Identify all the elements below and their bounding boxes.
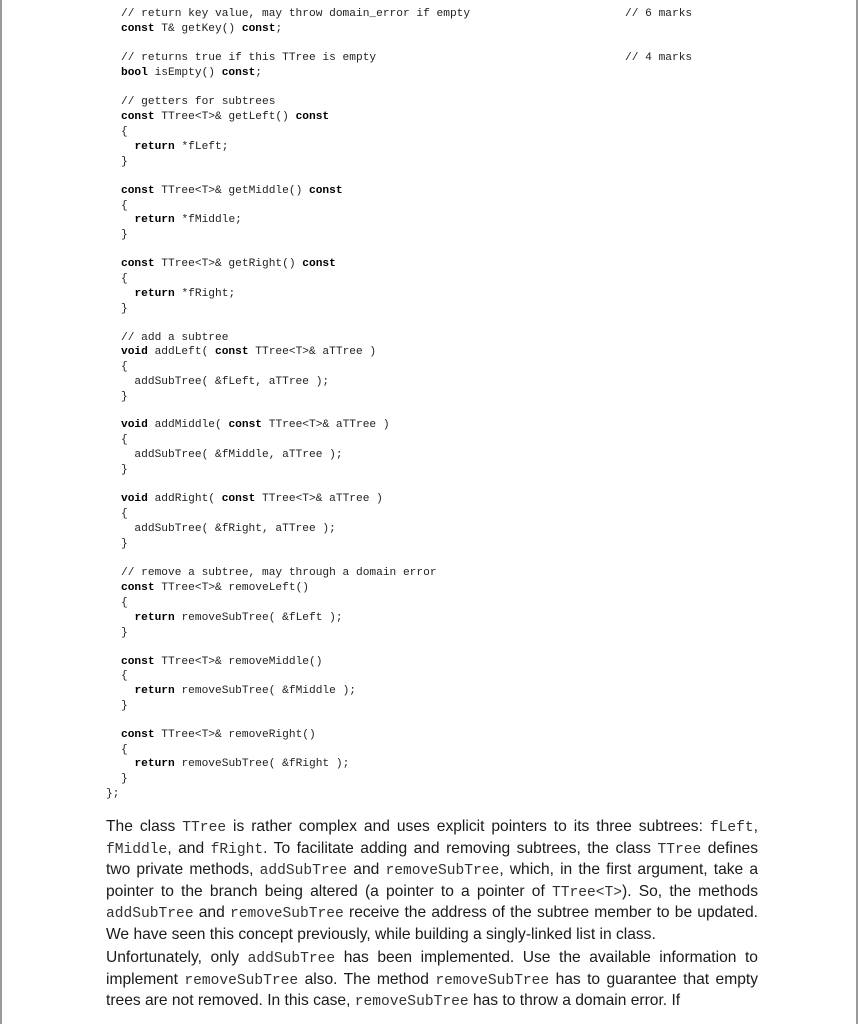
code-line — [121, 287, 235, 301]
code-text: } — [121, 773, 128, 785]
code-line — [121, 463, 128, 477]
code-line — [121, 418, 390, 432]
code-text: TTree<T>& getMiddle() — [154, 185, 309, 197]
prose-text: and — [347, 861, 386, 878]
code-keyword: const — [215, 346, 249, 358]
code-line — [121, 492, 383, 506]
code-line — [121, 360, 128, 374]
marks-annotation-isempty: // 4 marks — [625, 52, 693, 64]
code-text: { — [121, 434, 128, 446]
inline-code: removeSubTree — [184, 972, 299, 989]
code-text: TTree<T>& removeMiddle() — [154, 656, 323, 668]
code-keyword: const — [121, 111, 155, 123]
inline-code: TTree — [182, 820, 227, 836]
code-text: addMiddle( — [147, 419, 229, 431]
code-keyword: const — [121, 185, 155, 197]
code-line — [121, 626, 128, 640]
code-keyword: const — [241, 23, 276, 35]
code-text: } — [121, 229, 128, 241]
code-text: // getters for subtrees — [121, 96, 276, 108]
prose-text: The class — [106, 818, 183, 835]
code-line — [121, 199, 128, 213]
code-keyword: const — [228, 419, 263, 431]
prose-text: defines two private methods, — [106, 839, 759, 878]
code-line — [121, 566, 437, 580]
code-line — [121, 257, 336, 271]
code-line — [121, 596, 128, 610]
prose-text: also. The method — [298, 970, 436, 988]
code-line — [121, 433, 128, 447]
inline-code: fLeft — [709, 820, 754, 836]
marks-annotation-getkey: // 6 marks — [625, 8, 693, 20]
code-text: TTree<T>& aTTree ) — [255, 493, 383, 505]
code-text: addSubTree( &fRight, aTTree ); — [121, 523, 336, 535]
code-text: { — [121, 508, 128, 520]
code-text: ; — [275, 23, 283, 35]
inline-code: TTree — [657, 841, 702, 858]
code-keyword: return — [134, 141, 175, 153]
code-text: *fLeft; — [174, 141, 229, 153]
prose-text: , — [753, 818, 758, 835]
prose-text: and — [193, 904, 230, 921]
inline-code: fRight — [210, 841, 264, 858]
code-text: { — [121, 126, 128, 138]
code-keyword: const — [121, 729, 155, 741]
code-text: addRight( — [147, 493, 222, 505]
prose-text: , which, in the first argument, take a pointer to the branch being altered (a pointer to a pointer of — [106, 861, 759, 900]
code-text: isEmpty() — [147, 67, 222, 79]
prose-text: ). So, the methods — [622, 882, 758, 900]
code-line — [121, 757, 349, 771]
code-keyword: const — [221, 493, 256, 505]
code-text: }; — [106, 788, 120, 800]
code-keyword: return — [134, 214, 175, 226]
code-text: { — [121, 361, 128, 373]
code-line — [121, 213, 242, 227]
code-text: // return key value, may throw domain_error if empty — [121, 8, 471, 20]
code-keyword: const — [295, 111, 330, 123]
code-line — [121, 728, 316, 742]
code-text: TTree<T>& aTTree ) — [248, 346, 377, 358]
code-line — [121, 66, 262, 80]
prose-text: has to guarantee that empty trees are not removed. In this case, — [106, 970, 758, 1009]
code-line — [121, 95, 275, 109]
code-keyword: return — [134, 685, 175, 697]
code-line — [121, 684, 356, 698]
inline-code: addSubTree — [106, 906, 194, 922]
code-text: } — [121, 156, 128, 168]
inline-code: removeSubTree — [435, 972, 550, 989]
code-text: T& getKey() — [154, 23, 242, 35]
code-line — [121, 507, 128, 521]
code-text: removeSubTree( &fMiddle ); — [174, 685, 357, 697]
code-line — [121, 448, 343, 462]
code-line — [121, 7, 470, 21]
code-text: removeSubTree( &fRight ); — [174, 758, 350, 770]
code-text: addSubTree( &fMiddle, aTTree ); — [121, 449, 343, 461]
inline-code: removeSubTree — [385, 863, 500, 879]
code-line — [121, 375, 329, 389]
code-text: addSubTree( &fLeft, aTTree ); — [121, 376, 330, 388]
code-text: } — [121, 627, 128, 639]
code-text: // remove a subtree, may through a domain error — [121, 567, 437, 579]
code-line — [121, 155, 128, 169]
code-text: { — [121, 670, 128, 682]
prose-text: has been implemented. Use the available information to implement — [106, 949, 758, 988]
code-keyword: void — [121, 493, 148, 505]
prose-text: , and — [167, 839, 211, 857]
code-text: TTree<T>& getRight() — [154, 258, 303, 270]
code-text: addLeft( — [147, 346, 215, 358]
prose-text: . To facilitate adding and removing subtrees, the class — [263, 839, 658, 857]
code-text: } — [121, 464, 128, 476]
code-text: } — [121, 538, 128, 550]
code-line — [121, 51, 376, 65]
inline-code: fMiddle — [106, 841, 168, 858]
code-text: } — [121, 700, 128, 712]
code-text: TTree<T>& aTTree ) — [262, 419, 390, 431]
prose-text: has to throw a domain error. If — [468, 992, 681, 1009]
code-text: // add a subtree — [121, 332, 229, 344]
code-line — [121, 537, 128, 551]
code-line — [121, 110, 329, 124]
code-text — [121, 214, 134, 226]
code-text: { — [121, 200, 128, 212]
code-line — [121, 581, 309, 595]
code-line — [121, 611, 343, 625]
code-text — [121, 758, 134, 770]
inline-code: addSubTree — [259, 863, 348, 879]
code-text: TTree<T>& removeRight() — [154, 729, 316, 741]
code-text — [121, 685, 134, 697]
code-line — [121, 184, 343, 198]
code-text: } — [121, 391, 128, 403]
code-keyword: const — [309, 185, 343, 197]
code-keyword: return — [134, 612, 175, 624]
code-line — [121, 125, 128, 139]
code-line — [121, 743, 128, 757]
code-line — [121, 772, 128, 786]
code-text: { — [121, 273, 128, 285]
inline-code: removeSubTree — [229, 906, 344, 922]
code-text: // returns true if this TTree is empty — [121, 52, 377, 64]
code-text — [121, 612, 134, 624]
code-line — [121, 699, 128, 713]
code-text: TTree<T>& getLeft() — [154, 111, 296, 123]
code-keyword: return — [134, 758, 175, 770]
code-keyword: const — [121, 23, 155, 35]
code-text: *fMiddle; — [174, 214, 242, 226]
code-text — [121, 288, 134, 300]
code-keyword: const — [121, 656, 155, 668]
code-keyword: bool — [121, 67, 148, 79]
prose-text: is rather complex and uses explicit pointers to its three subtrees: — [226, 818, 710, 835]
code-line — [121, 228, 128, 242]
code-line — [121, 140, 228, 154]
code-text: *fRight; — [174, 288, 236, 300]
code-keyword: const — [121, 258, 155, 270]
code-text: ; — [255, 67, 263, 79]
prose-text: Unfortunately, only — [106, 949, 248, 966]
code-line — [106, 787, 119, 801]
code-keyword: const — [221, 67, 256, 79]
code-keyword: return — [134, 288, 175, 300]
code-keyword: const — [302, 258, 336, 270]
code-line — [121, 272, 128, 286]
inline-code: TTree<T> — [551, 884, 623, 901]
code-text: TTree<T>& removeLeft() — [154, 582, 309, 594]
code-text: removeSubTree( &fLeft ); — [174, 612, 343, 624]
code-line — [121, 669, 128, 683]
paragraph-ttree-description — [106, 817, 758, 945]
code-keyword: void — [121, 419, 148, 431]
inline-code: addSubTree — [247, 951, 336, 967]
code-line — [121, 302, 128, 316]
code-text — [121, 141, 134, 153]
code-keyword: void — [121, 346, 148, 358]
code-line — [121, 331, 228, 345]
code-keyword: const — [121, 582, 155, 594]
code-line — [121, 22, 282, 36]
page-left-edge — [0, 0, 2, 1024]
code-line — [121, 345, 376, 359]
code-line — [121, 655, 322, 669]
code-text: { — [121, 744, 128, 756]
paragraph-removesubtree-task — [106, 948, 758, 1013]
prose-text: receive the address of the subtree member to be updated. We have seen this concept previously, while building a singly-linked list in class. — [106, 904, 758, 943]
inline-code: removeSubTree — [354, 994, 469, 1010]
code-text: { — [121, 597, 128, 609]
code-line — [121, 522, 336, 536]
code-text: } — [121, 303, 128, 315]
code-line — [121, 390, 128, 404]
